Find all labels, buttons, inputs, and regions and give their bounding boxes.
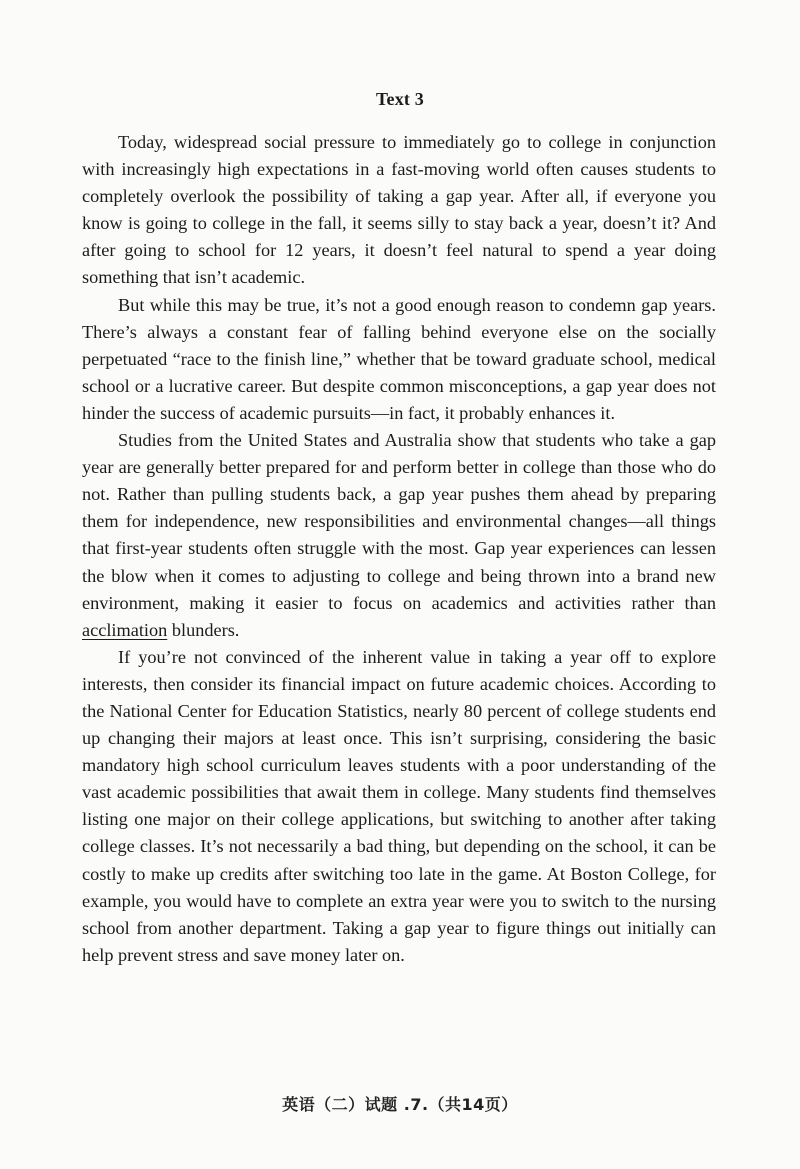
paragraph-2 <box>82 292 716 427</box>
paragraph-3-text-end: blunders. <box>167 619 240 640</box>
paragraph-3-text: Studies from the United States and Australia show that students who take a gap year are generally better prepared for and perform better in college than those who do not. Rather than pulling students back, a gap year pushes them ahead by preparing them for independence, new responsibilities and environmental changes—all things that first-year students often struggle with the most. Gap year experiences can lessen the blow when it comes to adjusting to college and being thrown into a brand new environment, making it easier to focus on academics and activities rather than <box>82 430 716 613</box>
page-footer: 英语（二）试题 .7.（共14页） <box>282 1095 518 1114</box>
paragraph-1-text: Today, widespread social pressure to immediately go to college in conjunction with increasingly high expectations in a fast-moving world often causes students to completely overlook the possibility of taking a gap year. After all, if everyone you know is going to college in the fall, it seems silly to stay back a year, doesn’t it? And after going to school for 12 years, it doesn’t feel natural to spend a year doing something that isn’t academic. <box>82 132 716 288</box>
passage-body <box>82 129 716 969</box>
paragraph-4 <box>82 644 716 969</box>
paragraph-1 <box>82 129 716 292</box>
paragraph-2-text: But while this may be true, it’s not a good enough reason to condemn gap years. There’s always a constant fear of falling behind everyone else on the socially perpetuated “race to the finish line,” whether that be toward graduate school, medical school or a lucrative career. But despite common misconceptions, a gap year does not hinder the success of academic pursuits—in fact, it probably enhances it. <box>82 294 716 423</box>
text-heading: Text 3 <box>375 89 425 109</box>
paragraph-4-text: If you’re not convinced of the inherent value in taking a year off to explore interests, then consider its financial impact on future academic choices. According to the National Center for Education Statistics, nearly 80 percent of college students end up changing their majors at least once. This isn’t surprising, considering the basic mandatory high school curriculum leaves students with a poor understanding of the vast academic possibilities that await them in college. Many students find themselves listing one major on their college applications, but switching to another after taking college classes. It’s not necessarily a bad thing, but depending on the school, it can be costly to make up credits after switching too late in the game. At Boston College, for example, you would have to complete an extra year were you to switch to the nursing school from another department. Taking a gap year to figure things out initially can help prevent stress and save money later on. <box>82 646 716 965</box>
paragraph-3 <box>82 427 716 644</box>
underlined-word: acclimation <box>82 619 168 640</box>
